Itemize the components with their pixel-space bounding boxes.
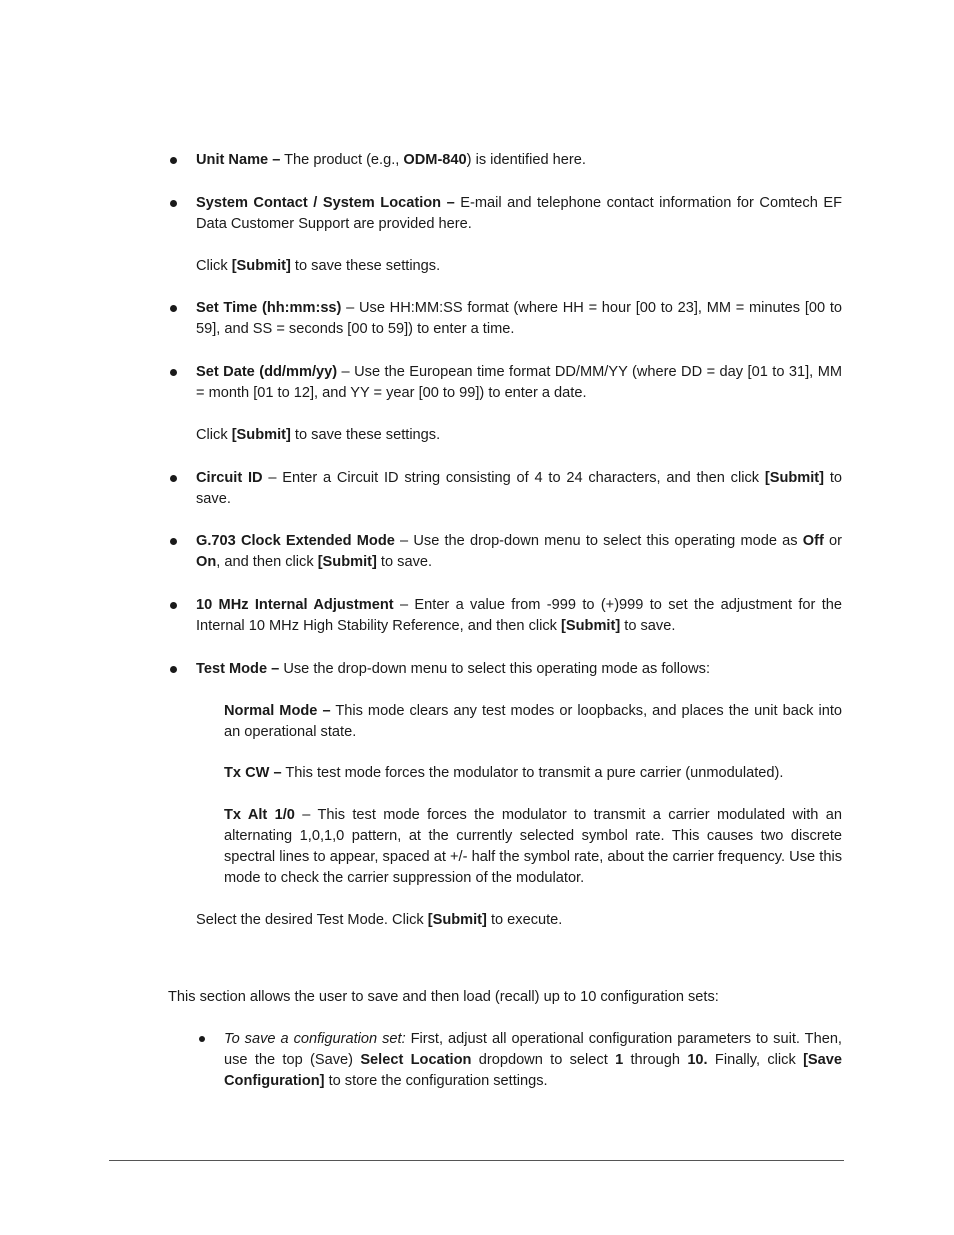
bullet-icon [170, 475, 177, 482]
circuit-id-item: Circuit ID – Enter a Circuit ID string consisting of 4 to 24 characters, and then click [Submit] to save. [196, 470, 842, 507]
set-time-item: Set Time (hh:mm:ss) – Use HH:MM:SS format (where HH = hour [00 to 23], MM = minutes [00 to 59], and SS = seconds [00 to 59]) to enter a time. [196, 300, 842, 337]
bullet-icon [199, 1036, 205, 1042]
bullet-icon [170, 538, 177, 545]
bullet-icon [170, 602, 177, 609]
footer-rule [109, 1160, 844, 1161]
submit-note: Click [Submit] to save these settings. [196, 427, 441, 443]
tx-cw-item: Tx CW – This test mode forces the modulator to transmit a pure carrier (unmodulated). [224, 765, 784, 781]
bullet-icon [170, 157, 177, 164]
save-config-item: To save a configuration set: First, adjust all operational configuration parameters to suit. Then, use the top (Save) Select Location dropdown to select 1 through 10. Finally, click [Save Configuration] to store the configuration settings. [224, 1031, 843, 1089]
ten-mhz-adjustment-item: 10 MHz Internal Adjustment – Enter a value from -999 to (+)999 to set the adjustment for the Internal 10 MHz High Stability Reference, and then click [Submit] to save. [196, 597, 842, 634]
bullet-icon [170, 305, 177, 312]
bullet-icon [170, 369, 177, 376]
system-contact-item: System Contact / System Location – E-mail and telephone contact information for Comtech EF Data Customer Support are provided here. [196, 195, 842, 232]
set-date-item: Set Date (dd/mm/yy) – Use the European time format DD/MM/YY (where DD = day [01 to 31], MM = month [01 to 12], and YY = year [00 to 99]) to enter a date. [196, 364, 843, 401]
submit-note: Click [Submit] to save these settings. [196, 258, 441, 274]
g703-clock-item: G.703 Clock Extended Mode – Use the drop-down menu to select this operating mode as Off or On, and then click [Submit] to save. [196, 533, 842, 570]
test-mode-item: Test Mode – Use the drop-down menu to select this operating mode as follows: [196, 661, 711, 677]
bullet-icon [170, 200, 177, 207]
tx-alt-item: Tx Alt 1/0 – This test mode forces the modulator to transmit a carrier modulated with an alternating 1,0,1,0 pattern, at the currently selected symbol rate. This causes two discrete spectral lines to appear, spaced at +/- half the symbol rate, about the carrier frequency. Use this mode to check the carrier suppression of the modulator. [224, 807, 842, 886]
bullet-icon [170, 666, 177, 673]
normal-mode-item: Normal Mode – This mode clears any test modes or loopbacks, and places the unit back into an operational state. [224, 703, 843, 740]
unit-name-item: Unit Name – The product (e.g., ODM-840) is identified here. [196, 152, 586, 168]
test-mode-note: Select the desired Test Mode. Click [Submit] to execute. [196, 912, 563, 928]
config-intro: This section allows the user to save and then load (recall) up to 10 configuration sets: [168, 989, 719, 1005]
